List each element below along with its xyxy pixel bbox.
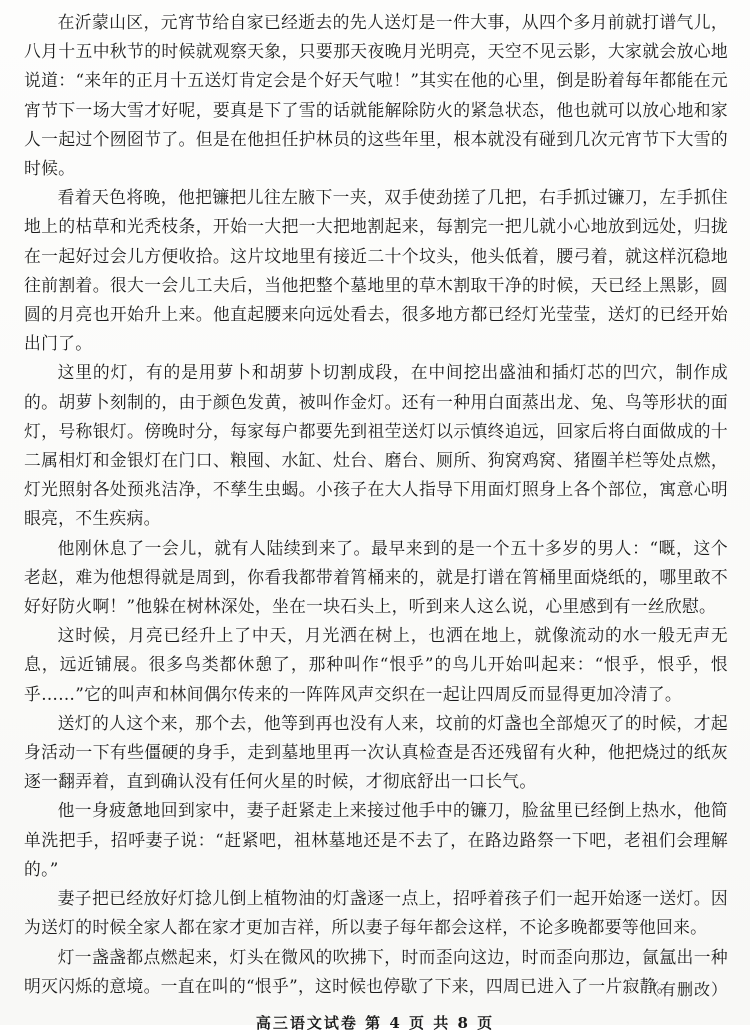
article-paragraph-6: 送灯的人这个来，那个去，他等到再也没有人来，坟前的灯盏也全部熄灭了的时候，才起身活动一下有些僵硬的身手，走到墓地里再一次认真检查是否还残留有火种，他把烧过的纸灰逐一翻弄着，直到确认没有任何火星的时候，才彻底舒出一口长气。 [24, 712, 728, 792]
page-footer: 高三语文试卷 第 4 页 共 8 页 [255, 1014, 495, 1032]
source-note: （有删改） [642, 980, 728, 999]
article-body [24, 8, 728, 1001]
article-paragraph-7: 他一身疲惫地回到家中，妻子赶紧走上来接过他手中的镰刀，脸盆里已经倒上热水，他简单洗把手，招呼妻子说：“赶紧吧，祖林墓地还是不去了，在路边路祭一下吧，老祖们会理解的。” [24, 800, 728, 879]
article-paragraph-9: 灯一盏盏都点燃起来，灯头在微风的吹拂下，时而歪向这边，时而歪向那边，氤氲出一种明灭闪烁的意境。一直在叫的“恨乎”，这时候也停歇了下来，四周已进入了一片寂静。 [24, 946, 728, 996]
article-paragraph-2: 看着天色将晚，他把镰把儿往左腋下一夹，双手使劲搓了几把，右手抓过镰刀，左手抓住地上的枯草和光秃枝条，开始一大把一大把地割起来，每割完一把儿就小心地放到远处，归拢在一起好过会儿方便收拾。这片坟地里有接近二十个坟头，他头低着，腰弓着，就这样沉稳地往前割着。很大一会儿工夫后，当他把整个墓地里的草木割取干净的时候，天已经上黑影，圆圆的月亮也开始升上来。他直起腰来向远处看去，很多地方都已经灯光莹莹，送灯的已经开始出门了。 [24, 187, 728, 354]
article-paragraph-4: 他刚休息了一会儿，就有人陆续到来了。最早来到的是一个五十多岁的男人：“嘅，这个老赵，难为他想得就是周到，你看我都带着筲桶来的，就是打谱在筲桶里面烧纸的，哪里敢不好好防火啊！”他躲在树林深处，坐在一块石头上，听到来人这么说，心里感到有一丝欣慰。 [24, 537, 728, 617]
article-paragraph-8: 妻子把已经放好灯捻儿倒上植物油的灯盏逐一点上，招呼着孩子们一起开始逐一送灯。因为送灯的时候全家人都在家才更加吉祥，所以妻子每年都会这样，不论多晚都要等他回来。 [24, 888, 728, 938]
article-paragraph-5: 这时候，月亮已经升上了中天，月光洒在树上，也洒在地上，就像流动的水一般无声无息，远近铺展。很多鸟类都休憩了，那种叫作“恨乎”的鸟儿开始叫起来：“恨乎，恨乎，恨乎……”它的叫声和林间偶尔传来的一阵阵风声交织在一起让四周反而显得更加冷清了。 [24, 625, 728, 704]
article-paragraph-3: 这里的灯，有的是用萝卜和胡萝卜切割成段，在中间挖出盛油和插灯芯的凹穴，制作成的。胡萝卜刻制的，由于颜色发黄，被叫作金灯。还有一种用白面蒸出龙、兔、鸟等形状的面灯，号称银灯。傍晚时分，每家每户都要先到祖茔送灯以示慎终追远，回家后将白面做成的十二属相灯和金银灯在门口、粮囤、水缸、灶台、磨台、厕所、狗窝鸡窝、猪圈羊栏等处点燃，灯光照射各处预兆洁净，不孳生虫蝎。小孩子在大人指导下用面灯照身上各个部位，寓意心明眼亮，不生疾病。 [24, 362, 728, 529]
article-paragraph-1: 在沂蒙山区，元宵节给自家已经逝去的先人送灯是一件大事，从四个多月前就打谱气儿，八月十五中秋节的时候就观察天象，只要那天夜晚月光明亮，天空不见云影，大家就会放心地说道：“来年的正月十五送灯肯定会是个好天气啦！”其实在他的心里，倒是盼着每年都能在元宵节下一场大雪才好呢，要真是下了雪的话就能解除防火的紧急状态，他也就可以放心地和家人一起过个囫囵节了。但是在他担任护林员的这些年里，根本就没有碰到几次元宵节下大雪的时候。 [24, 12, 728, 179]
